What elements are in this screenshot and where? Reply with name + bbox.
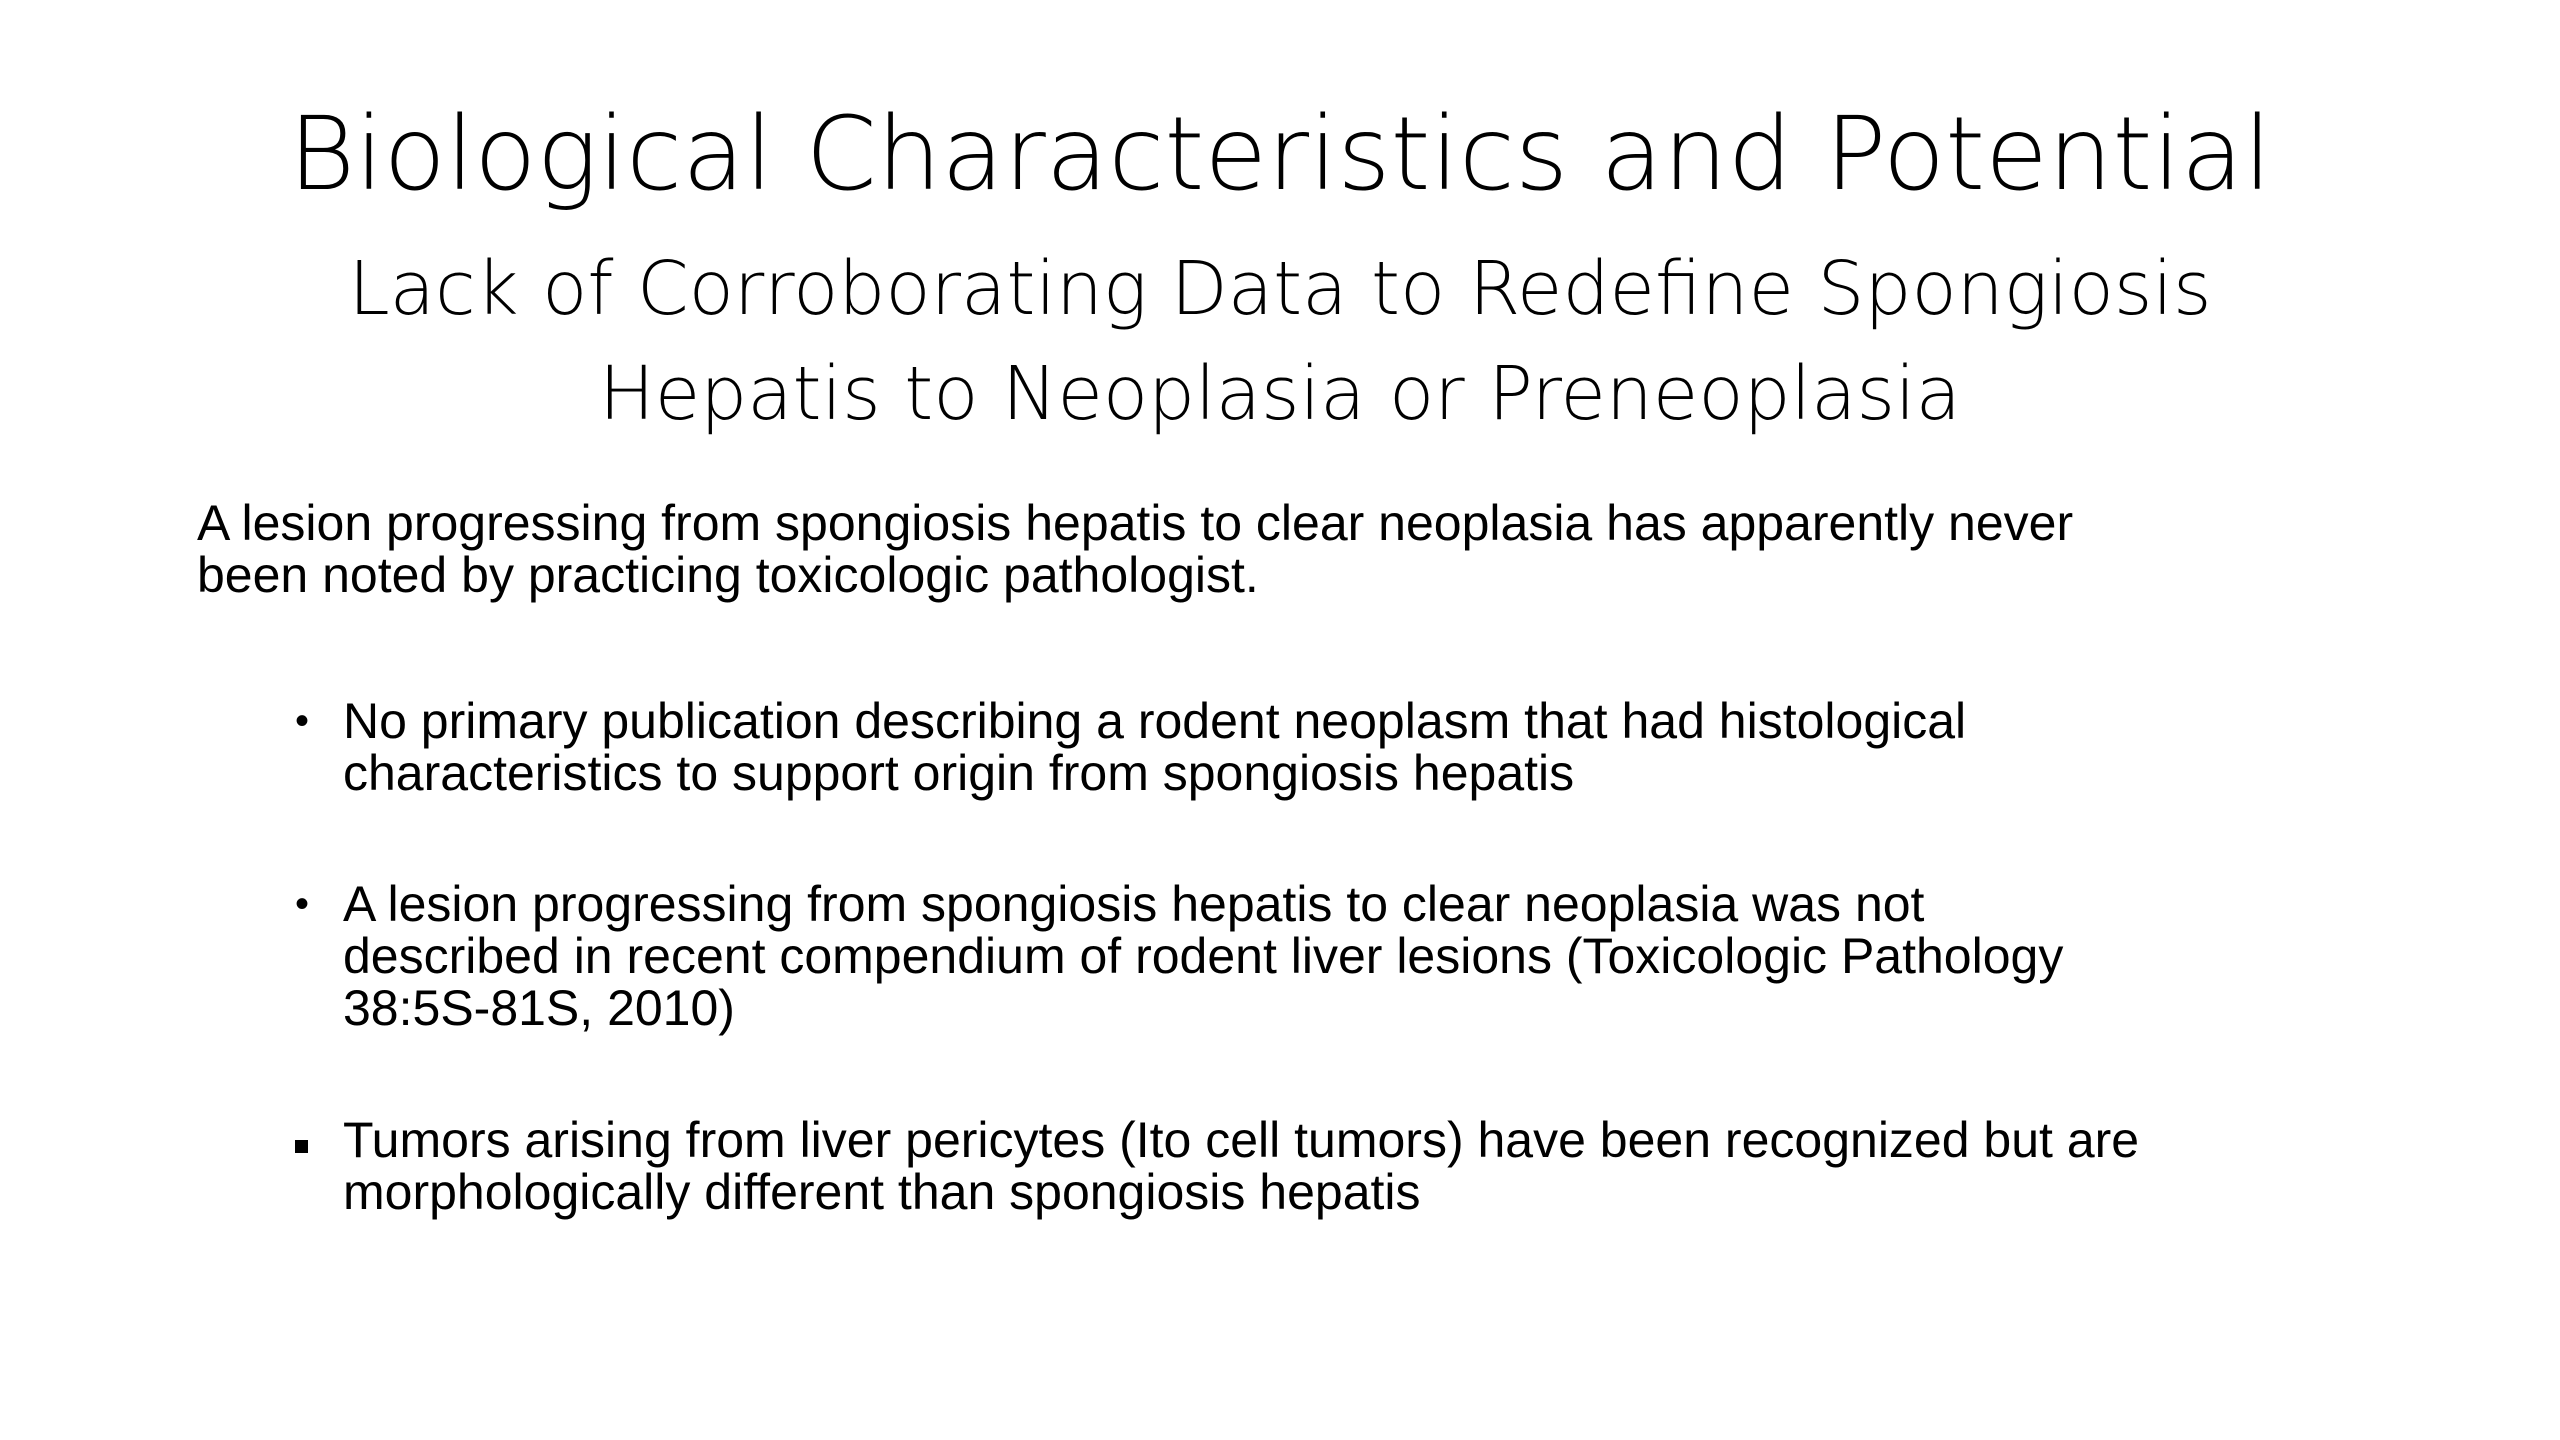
bullet-line: No primary publication describing a rodent neoplasm that had histological [343,693,1967,749]
intro-line: A lesion progressing from spongiosis hepatis to clear neoplasia has apparently never [197,495,2074,551]
bullet-line: morphologically different than spongiosis hepatis [343,1164,1421,1220]
bullet-dot-icon: • [295,882,310,926]
bullet-text [343,878,2495,1034]
bullet-text [343,1114,2495,1218]
bullet-line: 38:5S-81S, 2010) [343,980,735,1036]
bullet-line: A lesion progressing from spongiosis hepatis to clear neoplasia was not [343,876,1925,932]
bullet-line: characteristics to support origin from spongiosis hepatis [343,745,1575,801]
bullet-line: described in recent compendium of rodent liver lesions (Toxicologic Pathology [343,928,2064,984]
bullet-dot-icon: • [295,699,310,743]
bullet-item [295,878,2495,1034]
intro-line: been noted by practicing toxicologic pathologist. [197,547,1259,603]
bullet-text [343,695,2495,799]
subtitle-line: Hepatis to Neoplasia or Preneoplasia [599,351,1961,437]
bullet-item [295,1114,2495,1218]
bullet-item [295,695,2495,799]
bullet-line: Tumors arising from liver pericytes (Ito cell tumors) have been recognized but are [343,1112,2140,1168]
subtitle-line: Lack of Corroborating Data to Redefine Spongiosis [348,246,2212,332]
bullet-square-icon [295,1114,335,1166]
slide-title: Biological Characteristics and Potential [288,95,2272,214]
